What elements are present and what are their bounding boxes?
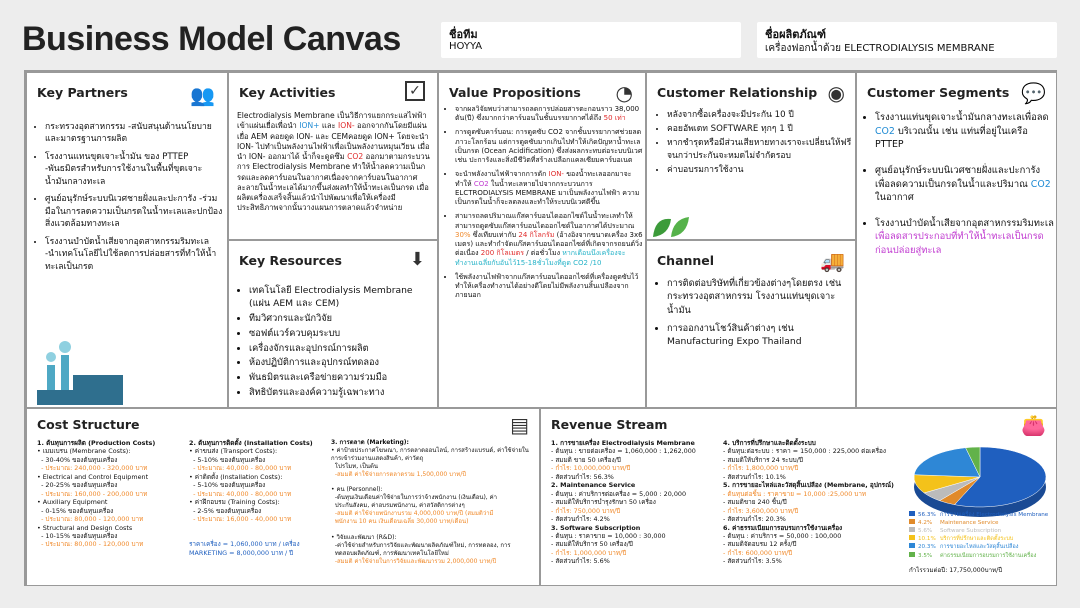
text-line: - ต้นทุน:ต่อระบบ : ราคา = 150,000 : 225,000 ต่อเครื่อง [723,447,887,456]
legend-item: 3.5% ค่าธรรมเนียมการอบรมการใช้งานเครื่อง [909,552,1055,560]
text-line: - กำไร: 600,000 บาท/ปี [723,548,793,557]
list-item: • ศูนย์อนุรักษ์ระบบนิเวศชายฝั่งและปะการัง -ร่วมมือในการลดความเป็นกรดในน้ำทะเลและปกป้องสิ่งแวดล้อมทางทะเล [45,193,223,230]
revenue-pie-chart [905,433,1055,523]
team-box [441,22,741,58]
cost-col-1 [37,439,187,549]
partners-list [35,121,223,278]
text-line: - ประมาณ: 40,000 - 80,000 บาท [189,489,292,498]
product-value: เครื่องฟอกน้ำด้วย ELECTRODIALYSIS MEMBRANE [765,43,995,54]
download-box-icon: ⬇ [409,249,425,270]
customer-relationship [646,72,856,240]
text-line: - ต้นทุน : ราคาขาย = 10,000 : 30,000 [551,531,666,540]
text-line: - ประมาณ: 40,000 - 80,000 บาท [189,464,292,473]
partners-icon: 👥 [190,83,215,107]
list-item: • การออกงานโชว์สินค้าต่างๆ เช่น Manufacturing Expo Thailand [667,322,853,349]
text-line: - ประมาณ: 160,000 - 200,000 บาท [37,489,148,498]
text-line: -สมมติ ค่าใช้จ่ายพนักงานรวม 4,000,000 บาท/ปี (สมมติว่ามี [331,510,494,518]
text-line [331,479,537,487]
wallet-icon: 👛 [1021,413,1046,437]
text-line: • วิจัยและพัฒนา (R&D): [331,533,397,541]
list-item: • ศูนย์อนุรักษ์ระบบนิเวศชายฝั่งและปะการัง เพื่อลดความเป็นกรดในน้ำและปริมาณ CO2 ในอากาศ [875,164,1055,205]
list-item: • เทคโนโลยี Electrodialysis Membrane (แผ่น AEM และ CEM) [249,285,433,311]
text-line: • ค่าฝึกอบรม (Training Costs): [189,498,280,507]
revenue-stream-title: Revenue Stream [551,417,668,432]
text-line: • Electrical and Control Equipment [37,472,149,481]
text-line: - สมมติ ขาย 50 เครื่อง/ปี [551,455,621,464]
list-item: • ทีมวิศวกรและนักวิจัย [249,313,433,326]
text-line: 3. การตลาด (Marketing): [331,439,409,446]
text-line [189,524,329,532]
key-resources [228,240,438,408]
text-line: - สมมติจัดอบรม 12 ครั้ง/ปี [723,540,797,549]
key-partners [26,72,228,408]
list-item: • ห้องปฏิบัติการและอุปกรณ์ทดลอง [249,357,433,370]
text-line: ราคาเครื่อง = 1,060,000 บาท / เครื่อง [189,540,300,549]
key-activities-title: Key Activities [239,85,336,100]
text-line: 3. Software Subscription [551,523,641,532]
canvas-board [24,70,1057,586]
text-line: • คน (Personnel): [331,486,383,494]
text-line: - ต้นทุน : ขายต่อเครื่อง = 1,060,000 : 1,262,000 [551,447,696,456]
text-line: ประกันสังคม, ค่าอบรมพนักงาน, ค่าสวัสดิการต่างๆ [331,502,465,510]
list-item: • หากชำรุดหรือมีส่วนเสียหายทางเราจะเปลี่ยนให้ฟรีจนกว่าประกันจะหมดไม่จำกัดรอบ [667,137,853,161]
list-item: • โรงงานบำบัดน้ำเสียจากอุตสาหกรรมริมทะเล เพื่อลดสารประกอบที่ทำให้น้ำทะเลเป็นกรดก่อนปล่อยสู่ทะเล [875,217,1055,258]
revenue-stream [540,408,1057,586]
list-item: • โรงงานแทนขุดเจาะน้ำมัน ของ PTTEP -พันธมิตรสำหรับการใช้งานในพื้นที่ขุดเจาะน้ำมันกลางทะเล [45,151,223,188]
text-line: - สัดส่วนกำไร: 20.3% [723,515,786,524]
text-line: -ค่าใช้จ่ายสำหรับการวิจัยและพัฒนาผลิตภัณฑ์ใหม่, การทดลอง, การ [331,541,511,549]
text-line: • Auxiliary Equipment [37,498,108,507]
text-line [331,526,537,534]
resources-list [239,285,433,402]
text-line: - 0-15% ของต้นทุนเครื่อง [37,506,114,515]
text-line: - ต้นทุนต่อชิ้น : ราคาขาย = 10,000 :25,000 บาท [723,489,867,498]
pie-legend [909,511,1055,560]
product-box [757,22,1057,58]
text-line: - 5-10% ของต้นทุนเครื่อง [189,455,266,464]
list-item: • พันธมิตรและเครือข่ายความร่วมมือ [249,372,433,385]
text-line: -สมมติ ค่าใช้จ่ายการตลาดรวม 1,500,000 บาท/ปี [331,470,467,478]
text-line: 1. ต้นทุนการผลิต (Production Costs) [37,439,156,447]
legend-item: 56.3% การขายเครื่อง Electrodialysis Membrane [909,511,1055,519]
list-item: • จากผลวิจัยพบว่าสามารถลดการปล่อยสารตะกอนราว 38,000 ตัน(ปี) ซึ่งมากกว่าคาร์บอนในชั้นบรรยากาศได้ถึง 50 เท่า [455,105,643,123]
product-label: ชื่อผลิตภัณฑ์ [765,28,826,41]
text-line: - 10-15% ของต้นทุนเครื่อง [37,531,118,540]
legend-item: 4.2% Maintenance Service [909,519,1055,527]
text-line: - สมมติให้บริการ 24 ระบบ/ปี [723,455,803,464]
revenue-col-2 [723,439,901,566]
list-item: • ค่าบอบรมการใช้งาน [667,164,853,176]
list-item: • ซอฟต์แวร์ควบคุมระบบ [249,328,433,341]
page-title: Business Model Canvas [22,20,401,58]
user-circle-icon: ◉ [827,81,845,105]
text-line: • เมมเบรน (Membrane Costs): [37,447,131,456]
list-item: • การดูดซับคาร์บอน: การดูดซับ CO2 จากชั้นบรรยากาศช่วยลดภาวะโลกร้อน แต่การดูดซับมากเกินไปทำให้เกิดปัญหาน้ำทะเลเป็นกรด (Ocean Acidification) ซึ่งส่งผลกระทบต่อระบบนิเวศ เช่น ปะการังและสิ่งมีชีวิตที่สร้างเปลือกแคลเซียมคาร์บอเนต [455,128,643,165]
list-item: • กระทรวงอุตสาหกรรม -สนับสนุนด้านนโยบายและมาตรฐานการผลิต [45,121,223,146]
team-value: HOYYA [449,41,483,52]
text-line: - สัดส่วนกำไร: 3.5% [723,557,782,566]
key-partners-title: Key Partners [37,85,128,100]
text-line: - 5-10% ของต้นทุนเครื่อง [189,481,266,490]
legend-item: 5.6% Software Subscription [909,527,1055,535]
text-line: - 30-40% ของต้นทุนเครื่อง [37,455,118,464]
chat-icon: 💬 [1021,81,1046,105]
text-line: - ประมาณ: 16,000 - 40,000 บาท [189,515,292,524]
value-propositions-title: Value Propositions [449,85,581,100]
list-item: • หลังจากซื้อเครื่องจะมีประกัน 10 ปี [667,109,853,121]
text-line: - สัดส่วนกำไร: 4.2% [551,515,610,524]
text-line: - ประมาณ: 80,000 - 120,000 บาท [37,515,144,524]
list-item: • สิทธิบัตรและองค์ความรู้เฉพาะทาง [249,387,433,400]
text-line: ทดสอบผลิตภัณฑ์, การพัฒนาเทคโนโลยีใหม่ [331,549,449,557]
list-item: • คอยอัพเดท SOFTWARE ทุกๆ 1 ปี [667,123,853,135]
text-line: -ต้นทุนเงินเดือนค่าใช้จ่ายในการว่าจ้างพนักงาน (เงินเดือน), ค่า [331,494,497,502]
text-line: - สมมติขาย 240 ชิ้น/ปี [723,498,787,507]
legend-item: 20.3% การขายอะไหล่และวัสดุสิ้นเปลือง [909,543,1055,551]
text-line: พนักงาน 10 คน เงินเดือนเฉลี่ย 30,000 บาท/เดือน) [331,518,469,526]
text-line: - สมมติให้บริการบำรุงรักษา 50 เครื่อง [551,498,656,507]
text-line: MARKETING = 8,000,000 บาท / ปี [189,548,294,557]
list-item: • การติดต่อบริษัทที่เกี่ยวข้องต่างๆโดยตรง เช่น กระทรวงอุตสาหกรรม โรงงานแท่นขุดเจาะน้ำมัน [667,277,853,317]
text-line: โปรโมท, เป็นต้น [331,462,378,470]
text-line: - สมมติให้บริการ 50 เครื่อง/ปี [551,540,633,549]
text-line: - สัดส่วนกำไร: 10.1% [723,472,786,481]
text-line: - ประมาณ: 240,000 - 320,000 บาท [37,464,148,473]
document-icon: ▤ [510,413,529,437]
list-item: • ใช้พลังงานไฟฟ้าจากแก๊สคาร์บอนไดออกไซด์ที่เครื่องดูดซับไว้ ทำให้เครื่องทำงานได้อย่างดีโดยไม่มีพลังงานสิ้นเปลืองจากภายนอก [455,273,643,301]
text-line: - ต้นทุน : ค่าบริการ = 50,000 : 100,000 [723,531,842,540]
list-item: • เครื่องจักรและอุปกรณ์การผลิต [249,343,433,356]
cost-col-2 [189,439,329,557]
channel-title: Channel [657,253,715,268]
cost-structure [26,408,540,586]
text-line: - 20-25% ของต้นทุนเครื่อง [37,481,118,490]
list-item: • โรงงานแท่นขุดเจาะน้ำมันกลางทะเลเพื่อลด CO2 บริเวณนั้น เช่น แท่นที่อยู่ในเครือ PTTEP [875,111,1055,152]
text-line: 1. การขายเครื่อง Electrodialysis Membrane [551,439,695,447]
text-line: 4. บริการที่ปรึกษาและติดตั้งระบบ [723,439,816,447]
checkbox-icon: ✓ [405,81,425,101]
text-line: 6. ค่าธรรมเนียมการอบรมการใช้งานเครื่อง [723,523,843,532]
pie-chart-icon: ◔ [615,81,633,105]
text-line: • ค่าป้ายประกาศโฆษณา, การตลาดออนไลน์, การสร้างแบรนด์, ค่าใช้จ่ายในการเข้าร่วมงานแสดงสินค้า, ค่าวัตถุ [331,446,529,462]
text-line: 2. Maintenance Service [551,481,636,490]
cost-col-3 [331,439,537,566]
truck-icon: 🚚 [820,249,845,273]
customer-segments-title: Customer Segments [867,85,1010,100]
total-profit: กำไรรวมต่อปี: 17,750,000บาท/ปี [909,567,1003,574]
text-line: - กำไร: 750,000 บาท/ปี [551,506,621,515]
key-resources-title: Key Resources [239,253,342,268]
list-item: • โรงงานบำบัดน้ำเสียจากอุตสาหกรรมริมทะเล -นำเทคโนโลยีไปใช้ลดการปล่อยสารที่ทำให้น้ำทะเลเป็นกรด [45,236,223,273]
text-line: • ค่าขนส่ง (Transport Costs): [189,447,278,456]
text-line: - กำไร: 1,000,000 บาท/ปี [551,548,627,557]
cost-structure-title: Cost Structure [37,417,140,432]
text-line: - ต้นทุน : ค่าบริการต่อเครื่อง = 5,000 : 20,000 [551,489,687,498]
text-line: - สัดส่วนกำไร: 5.6% [551,557,610,566]
text-line: - กำไร: 1,800,000 บาท/ปี [723,464,799,473]
list-item: • สามารถลดปริมาณแก๊สคาร์บอนไดออกไซด์ในน้ำทะเลทำให้สามารถดูดซับแก๊สคาร์บอนไดออกไซด์ในอากาศได้ประมาณ 30% ซึ่งเทียบเท่ากับ 24 กิโลกรัม (อ้างอิงจากขนาดเครื่อง 3x6 เมตร) และทำกำจัดแก๊สคาร์บอนไดออกไซด์ที่เกิดจากรถยนต์วิ่งต่อเนื่อง 200 กิโลเมตร / ต่อชั่วโมง หากเดือนนึงเครื่องจะทำงานเฉลี่ยกับอันไว้15-18ชั่วโมงที่ดูด CO2 /10 [455,212,643,267]
text-line: - กำไร: 3,600,000 บาท/ปี [723,506,799,515]
customer-relationship-title: Customer Relationship [657,85,818,100]
text-line: -สมมติ ค่าใช้จ่ายในการวิจัยและพัฒนารวม 2,000,000 บาท/ปี [331,557,497,565]
value-list [445,105,643,305]
segments-list [865,111,1055,263]
team-label: ชื่อทีม [449,28,478,41]
factory-icon [37,335,127,407]
text-line: - 2-5% ของต้นทุนเครื่อง [189,506,262,515]
text-line: • Structural and Design Costs [37,523,133,532]
legend-item: 10.1% บริการที่ปรึกษาและติดตั้งระบบ [909,535,1055,543]
text-line: 2. ต้นทุนการติดตั้ง (Installation Costs) [189,439,313,447]
list-item: • จะนำพลังงานไฟฟ้าจากการดัก ION- ของน้ำทะเลออกมาจะทำให้ CO2 ในน้ำทะเลหายไปจากกระบวนการ ELCTRODIALYSIS MEMBRANE มาเป็นพลังงานไฟฟ้า ความเป็นกรดในน้ำก็จะลดลงและทำให้ระบบนิเวศดีขึ้น [455,170,643,207]
revenue-col-1 [551,439,721,566]
channel [646,240,856,408]
relationship-list [657,109,853,178]
text-line: - ประมาณ: 80,000 - 120,000 บาท [37,540,144,549]
key-activities [228,72,438,240]
leaf-icon [651,213,691,239]
text-line: 5. การขายอะไหล่และวัสดุสิ้นเปลือง (Membrane, อุปกรณ์) [723,481,894,490]
text-line: - กำไร: 10,000,000 บาท/ปี [551,464,631,473]
customer-segments [856,72,1057,408]
value-propositions [438,72,646,408]
activities-text: Electrodialysis Membrane เป็นวิธีการแยกกระแสไฟฟ้าเข้าแผ่นเยื่อเพื่อนำ ION+ และ ION- ออกจากกันโดยมีแผ่นเยื่อ AEM คอยดูด ION- และ CEMคอยดูด ION+ โดยจะนำ ION- ไปทำเป็นพลังงานไฟฟ้าเพื่อเป็นพลังงานหมุนเวียน เมื่อนำ ION- ออกมาได้ น้ำก็จะดูดซึม CO2 ออกมาตามกระบวนการ Electrodialysis Membrane ทำให้น้ำลดความเป็นกรดและลดคาร์บอนในอากาศเนื่องจากคาร์บอนในอากาศละลายในน้ำทะเลได้มากขึ้นส่งผลทำให้น้ำทะเลเป็นกรด เมื่อผลิตเครื่องเสร็จสิ้นแล้วนำไปพัฒนาเพื่อให้เครื่องมีประสิทธิภาพจากนั้นวางแผนการตลาดแล้วจำหน่าย [237,111,430,213]
text-line: - สัดส่วนกำไร: 56.3% [551,472,614,481]
text-line: • ค่าติดตั้ง (Installation Costs): [189,472,283,481]
channel-list [657,277,853,354]
